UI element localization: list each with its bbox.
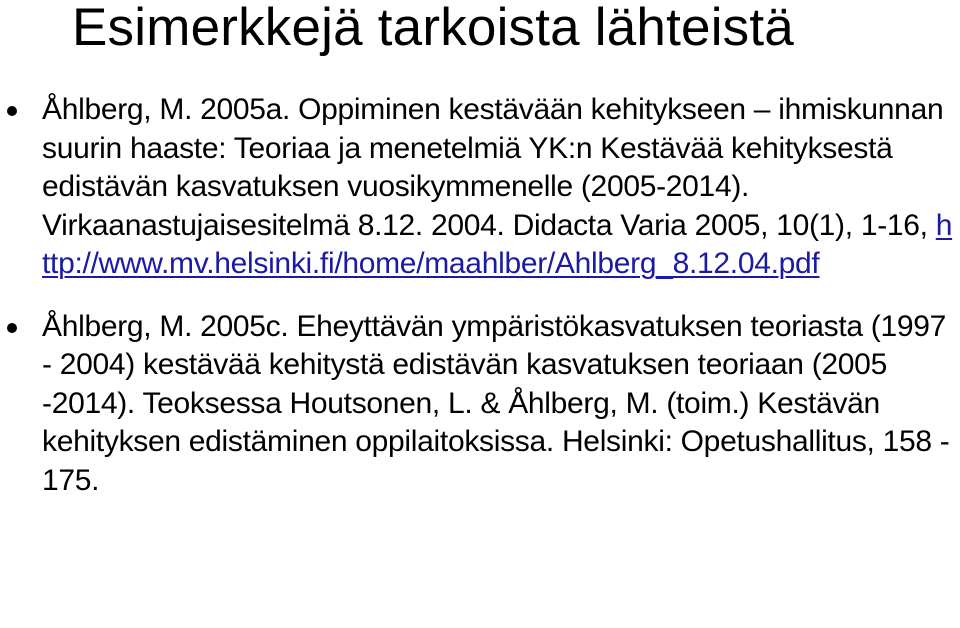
reference-link[interactable]: http://www.mv.helsinki.fi/home/maahlber/Ahlberg_8.12.04.pdf bbox=[42, 208, 953, 280]
reference-item-ahlberg-2005a bbox=[0, 91, 956, 284]
slide-title: Esimerkkejä tarkoista lähteistä bbox=[72, 0, 794, 57]
reference-text: Åhlberg, M. 2005a. Oppiminen kestävään kehitykseen – ihmiskunnan suurin haaste: Teoriaa ja menetelmiä YK:n Kestävää kehityksestä edistävän kasvatuksen vuosikymmenelle (2005-2014). Virkaanastujaisesitelmä 8.12. 2004. Didacta Varia 2005, 10(1), 1-16, bbox=[42, 93, 944, 242]
bullet-dot-icon bbox=[7, 106, 17, 116]
reference-text: Åhlberg, M. 2005c. Eheyttävän ympäristökasvatuksen teoriasta (1997 - 2004) kestävää kehitystä edistävän kasvatuksen teoriaan (2005 -2014). Teoksessa Houtsonen, L. & Åhlberg, M. (toim.) Kestävän kehityksen edistäminen oppilaitoksissa. Helsinki: Opetushallitus, 158 - 175. bbox=[42, 309, 950, 497]
reference-item-ahlberg-2005c bbox=[0, 308, 956, 501]
bullet-dot-icon bbox=[7, 323, 17, 333]
reference-list bbox=[0, 91, 960, 500]
